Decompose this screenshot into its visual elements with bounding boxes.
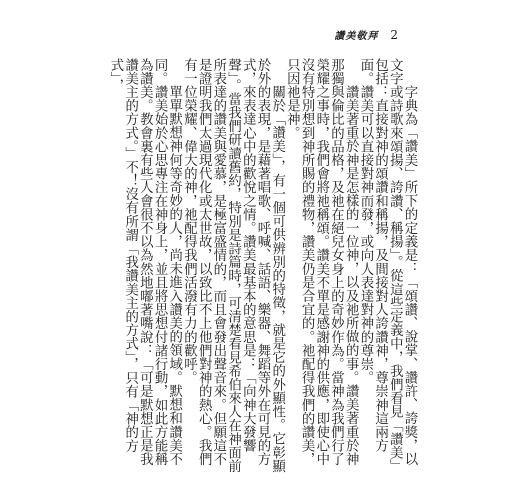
page-number: 2 — [390, 28, 398, 42]
paragraph: 字典為「讚美」所下的定義是：「頌讚、說掌、讚許、誇獎，以文字或詩歌來頌揚、誇讚、稱揚」。從這些定義中，我們看見「讚美」包括：直接對神的頌讚和稱揚，及間接對人誇讚神，尊崇神這兩方面。讚美可以直接對神而發，或向人表達對神的尊崇。 — [357, 58, 417, 473]
book-title: 讚美敬拜 — [334, 31, 379, 42]
paragraph: 單單默想神何等奇妙的人，尚未進入讚美的領域。默想和讚美不同。讚美始於心思專注在神身上，並且將思想付諸行動，如此方能稱為讚美。教會裏有些人會很不以為然地嘟著嘴說：「可是默想正是我讚美主的方式。」不！沒有所謂「我讚美主的方式」，只有「神的方式」， — [107, 58, 182, 466]
paragraph: 讚美著重於神是怎樣的一位神，以及祂所做的事。讚美著重於神那獨與倫比的品格，及祂在絕兒女身上的奇妙作為。當神為我們行了榮耀之事時，我們會將祂稱頌。讚美不單是感謝神的供應，即使心中沒有特別想到神所賜的禮物，讚美仍是合宜的。祂配得我們的讚美，只因祂是神。 — [284, 58, 359, 466]
paragraph: 關於「讚美」，有一個可供辨別的特徵，就是它的外顯性。它彰顯於外的表現，是藉著唱歌、呼喊、話語、樂器、舞蹈等外在可見的方式，來表達心中的歡悅之情。讚美最基本的意思是：「向神大發響聲」。當我們研讀舊約，特別是詩篇時，可清楚看見希伯來人在神面前所表達的讚美與愛慕，是極富盛情的，而且會發出聲音來。但願這不是證明我們太過現代化或太世故，以致比不上他們對神的熱心。我們有一位榮耀、偉大的神，祂配得我們活潑有力的歡呼。 — [181, 58, 285, 473]
body-text — [96, 58, 416, 478]
running-header — [334, 27, 398, 42]
